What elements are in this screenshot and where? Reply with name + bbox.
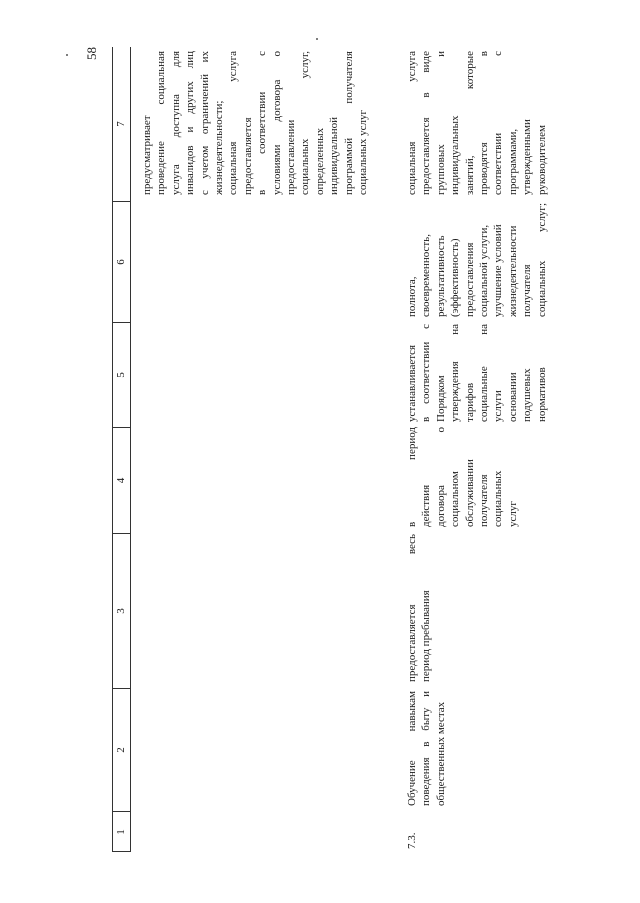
text-line: договора о — [434, 427, 447, 527]
text-line: услуг — [506, 501, 519, 527]
text-line: услуги — [492, 390, 505, 422]
text-line: групповых и — [434, 51, 447, 195]
text-line: социальных услуг — [357, 109, 370, 195]
row-col6-quality-indicators — [405, 203, 549, 317]
text-line: индивидуальной — [328, 116, 341, 195]
text-line: (эффективность) — [449, 238, 462, 317]
text-line: Обучение навыкам — [406, 691, 418, 806]
page-number: 58 — [84, 47, 99, 60]
text-line: руководителем — [535, 125, 548, 195]
header-col-2: 2 — [112, 688, 130, 811]
text-line: основании — [506, 372, 519, 422]
text-line: получателя — [478, 474, 491, 527]
text-line: в соответствии с — [256, 51, 269, 195]
header-col-5: 5 — [112, 322, 130, 427]
text-line: предоставлении — [285, 119, 298, 195]
header-bottom-border — [130, 47, 131, 852]
text-line: занятий, которые — [463, 51, 476, 195]
text-line: предоставления — [463, 242, 476, 317]
header-col-6: 6 — [112, 201, 130, 322]
text-line: социальных услуг; — [535, 203, 548, 317]
text-line: программой получателя — [342, 51, 355, 195]
text-line: полнота, — [406, 276, 418, 317]
text-line: социальной услуги, — [478, 224, 491, 317]
text-line: результативность — [434, 235, 447, 317]
text-line: получателя — [521, 264, 534, 317]
services-table — [112, 47, 548, 852]
header-col-3: 3 — [112, 533, 130, 688]
row-col3-duration — [405, 534, 434, 682]
text-line: в период — [406, 427, 418, 527]
text-line: услуга доступна для — [169, 51, 182, 195]
text-line: предусматривает — [141, 115, 153, 195]
text-line: соответствии с — [492, 51, 505, 195]
text-line: предоставляется — [241, 117, 254, 195]
text-line: период пребывания — [420, 590, 433, 682]
text-line: проводятся в — [478, 51, 491, 195]
text-line: улучшение условий — [492, 224, 505, 317]
text-line: социальных — [492, 470, 505, 527]
text-line: социальных услуг, — [299, 51, 312, 195]
text-line: предоставляется весь — [406, 534, 418, 682]
text-line: условиями договора о — [270, 51, 283, 195]
text-line: определенных — [313, 127, 326, 195]
text-line: индивидуальных — [449, 115, 462, 195]
row-col7-conditions — [405, 51, 549, 195]
row-col4-term — [405, 427, 520, 527]
row-col5-price — [405, 324, 549, 422]
text-line: тарифов — [463, 382, 476, 422]
header-col-7: 7 — [115, 121, 127, 127]
scan-speck — [66, 54, 68, 56]
text-line: социальная услуга — [227, 51, 240, 195]
header-col-1: 1 — [112, 811, 130, 852]
header-col-4: 4 — [112, 427, 130, 533]
text-line: нормативов — [535, 367, 548, 422]
text-line: в соответствии с — [420, 324, 433, 422]
text-line: программами, — [506, 128, 519, 195]
text-line: утвержденными — [521, 119, 534, 195]
text-line: инвалидов и других лиц — [184, 51, 197, 195]
scan-speck — [316, 38, 318, 40]
text-line: подушевых — [521, 368, 534, 422]
text-line: утверждения на — [449, 324, 462, 422]
text-line: социальная услуга — [406, 51, 418, 195]
text-line: обслуживании — [463, 459, 476, 527]
text-line: действия — [420, 484, 433, 527]
text-line: проведение социальная — [155, 51, 168, 195]
text-line: поведения в быту и — [420, 691, 433, 806]
text-line: предоставляется в виде — [420, 51, 433, 195]
text-line: жизнедеятельности; — [213, 100, 226, 195]
text-line: социальном — [449, 471, 462, 527]
text-line: с учетом ограничений их — [198, 51, 211, 195]
text-line: общественных местах — [434, 701, 447, 806]
row-col2-service-name — [405, 691, 448, 806]
text-line: Порядком — [434, 375, 447, 422]
text-line: своевременность, — [420, 234, 433, 317]
text-line: социальные на — [478, 324, 491, 422]
prev-row-col7 — [140, 51, 371, 195]
text-line: устанавливается — [406, 344, 418, 422]
text-line: жизнедеятельности — [506, 225, 519, 317]
row-number: 7.3. — [406, 832, 418, 849]
